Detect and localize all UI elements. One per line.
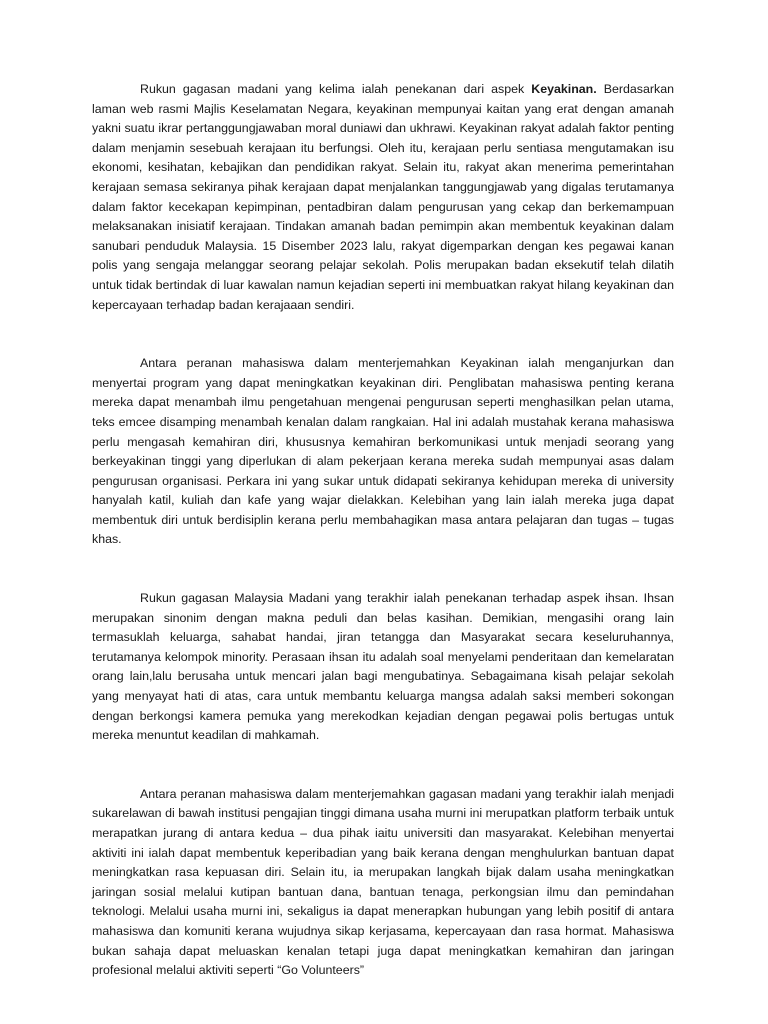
paragraph-peranan-keyakinan: Antara peranan mahasiswa dalam menterjemahkan Keyakinan ialah menganjurkan dan menyertai program yang dapat meningkatkan keyakinan diri. Penglibatan mahasiswa penting kerana mereka dapat menambah ilmu pengetahuan mengenai pengurusan seperti menghasilkan pelan utama, teks emcee disamping menambah kenalan dalam rangkaian. Hal ini adalah mustahak kerana mahasiswa perlu mengasah kemahiran diri, khususnya kemahiran berkomunikasi untuk menjadi seorang yang berkeyakinan tinggi yang diperlukan di alam pekerjaan kerana mereka sudah mempunyai asas dalam pengurusan organisasi. Perkara ini yang sukar untuk didapati sekiranya kehidupan mereka di university hanyalah katil, kuliah dan kafe yang wajar dielakkan. Kelebihan yang lain ialah mereka juga dapat membentuk diri untuk berdisiplin kerana perlu membahagikan masa antara pelajaran dan tugas – tugas khas.	[92, 356, 674, 547]
keyakinan-bold-term: Keyakinan.	[531, 82, 597, 96]
paragraph-keyakinan-intro: Rukun gagasan madani yang kelima ialah penekanan dari aspek	[140, 82, 532, 96]
paragraph-keyakinan-body: Berdasarkan laman web rasmi Majlis Keselamatan Negara, keyakinan mempunyai kaitan yang erat dengan amanah yakni suatu ikrar pertanggungjawaban moral duniawi dan ukhrawi. Keyakinan rakyat adalah faktor penting dalam menjamin sesebuah kerajaan itu berfungsi. Oleh itu, kerajaan perlu sentiasa mengutamakan isu ekonomi, kesihatan, kebajikan dan pendidikan rakyat. Selain itu, rakyat akan menerima pemerintahan kerajaan semasa sekiranya pihak kerajaan dapat menjalankan tanggungjawab yang digalas terutamanya dalam faktor kecekapan kepimpinan, pentadbiran dalam pengurusan yang cekap dan berkemampuan melaksanakan inisiatif kerajaan. Tindakan amanah badan pemimpin akan membentuk keyakinan dalam sanubari penduduk Malaysia. 15 Disember 2023 lalu, rakyat digemparkan dengan kes pegawai kanan polis yang sengaja melanggar seorang pelajar sekolah. Polis merupakan badan eksekutif telah dilatih untuk tidak bertindak di luar kawalan namun kejadian seperti ini membuatkan rakyat hilang keyakinan dan kepercayaan terhadap badan kerajaaan sendiri.	[92, 82, 674, 312]
paragraph-keyakinan	[92, 80, 674, 315]
paragraph-peranan-ihsan: Antara peranan mahasiswa dalam menterjemahkan gagasan madani yang terakhir ialah menjadi sukarelawan di bawah institusi pengajian tinggi dimana usaha murni ini merupatkan platform terbaik untuk merapatkan jurang di antara kedua – dua pihak iaitu universiti dan masyarakat. Kelebihan menyertai aktiviti ini ialah dapat membentuk keperibadian yang baik kerana dengan menghulurkan bantuan dapat meningkatkan rasa kepuasan diri. Selain itu, ia merupakan langkah bijak dalam usaha meningkatkan jaringan sosial melalui kutipan bantuan dana, bantuan tenaga, perkongsian ilmu dan pemindahan teknologi. Melalui usaha murni ini, sekaligus ia dapat menerapkan hubungan yang lebih positif di antara mahasiswa dan komuniti kerana wujudnya sikap kerjasama, kepercayaan dan rasa hormat. Mahasiswa bukan sahaja dapat meluaskan kenalan tetapi juga dapat meningkatkan kemahiran dan jaringan profesional melalui aktiviti seperti “Go Volunteers”	[92, 786, 674, 978]
paragraph-ihsan: Rukun gagasan Malaysia Madani yang terakhir ialah penekanan terhadap aspek ihsan. Ihsan merupakan sinonim dengan makna peduli dan belas kasihan. Demikian, mengasihi orang lain termasuklah keluarga, sahabat handai, jiran tetangga dan Masyarakat secara keseluruhannya, terutamanya kelompok minority. Perasaan ihsan itu adalah soal menyelami penderitaan dan kemelaratan orang lain,lalu berusaha untuk mencari jalan bagi mengubatinya. Sebagaimana kisah pelajar sekolah yang menyayat hati di atas, cara untuk membantu keluarga mangsa adalah saksi memberi sokongan dengan berkongsi kamera pemuka yang merekodkan kejadian dengan pegawai polis bertugas untuk mereka menuntut keadilan di mahkamah.	[92, 591, 674, 743]
document-page	[92, 80, 674, 981]
